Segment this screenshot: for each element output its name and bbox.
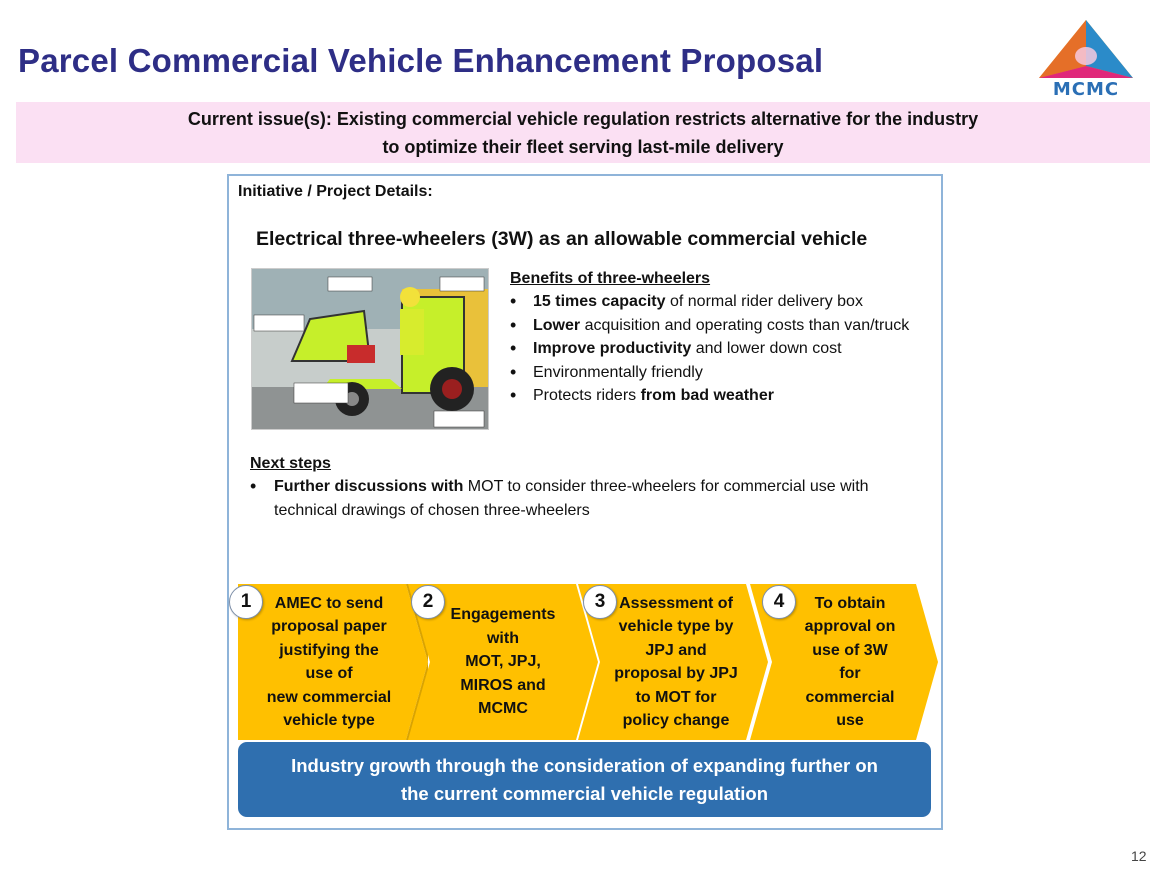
benefits-heading: Benefits of three-wheelers bbox=[510, 270, 711, 287]
current-issue-banner bbox=[16, 102, 1150, 163]
benefit-item: • Environmentally friendly bbox=[510, 361, 920, 385]
benefit-item: • 15 times capacity of normal rider delivery box bbox=[510, 290, 920, 314]
benefits-section bbox=[510, 267, 920, 408]
step-text: Engagements with MOT, JPJ, MIROS and MCMC bbox=[450, 606, 556, 718]
step-number-badge: 1 bbox=[229, 585, 263, 619]
benefit-item: • Protects riders from bad weather bbox=[510, 384, 920, 408]
benefit-item: • Improve productivity and lower down cost bbox=[510, 337, 920, 361]
slide-title: Parcel Commercial Vehicle Enhancement Proposal bbox=[18, 42, 824, 79]
benefits-list bbox=[510, 290, 920, 408]
initiative-title: Electrical three-wheelers (3W) as an allowable commercial vehicle bbox=[256, 228, 868, 250]
step-number-badge: 3 bbox=[583, 585, 617, 619]
step-text: To obtain approval on use of 3W for commercial use bbox=[804, 594, 896, 729]
svg-text:MCMC: MCMC bbox=[1052, 79, 1120, 100]
panel-heading: Initiative / Project Details: bbox=[238, 183, 433, 200]
process-step-1 bbox=[238, 584, 428, 740]
next-steps-list bbox=[250, 475, 920, 522]
page-number: 12 bbox=[1131, 848, 1147, 864]
mcmc-logo bbox=[1026, 16, 1146, 100]
outcome-line-1: Industry growth through the consideration of expanding further on bbox=[291, 754, 878, 776]
outcome-line-2: the current commercial vehicle regulation bbox=[400, 782, 769, 804]
issue-line-2: to optimize their fleet serving last-mile delivery bbox=[382, 136, 784, 157]
benefit-item: • Lower acquisition and operating costs than van/truck bbox=[510, 314, 920, 338]
step-number-badge: 4 bbox=[762, 585, 796, 619]
three-wheeler-photo-icon bbox=[252, 269, 488, 429]
step-text: AMEC to send proposal paper justifying the use of new commercial vehicle type bbox=[266, 594, 392, 729]
step-text: Assessment of vehicle type by JPJ and proposal by JPJ to MOT for policy change bbox=[614, 594, 738, 729]
process-step-2 bbox=[408, 584, 598, 740]
next-step-item: • Further discussions with MOT to consider three-wheelers for commercial use with technical drawings of chosen three-wheelers bbox=[250, 475, 920, 522]
outcome-banner bbox=[238, 742, 931, 817]
process-steps bbox=[238, 584, 938, 740]
mcmc-triangle-logo-icon bbox=[1026, 16, 1146, 100]
process-step-4 bbox=[750, 584, 938, 740]
next-steps-heading: Next steps bbox=[250, 455, 331, 472]
step-number-badge: 2 bbox=[411, 585, 445, 619]
process-step-3 bbox=[578, 584, 768, 740]
next-steps-section bbox=[250, 452, 920, 522]
three-wheeler-photo bbox=[251, 268, 489, 430]
issue-line-1: Current issue(s): Existing commercial vehicle regulation restricts alternative for the industry bbox=[187, 108, 979, 129]
